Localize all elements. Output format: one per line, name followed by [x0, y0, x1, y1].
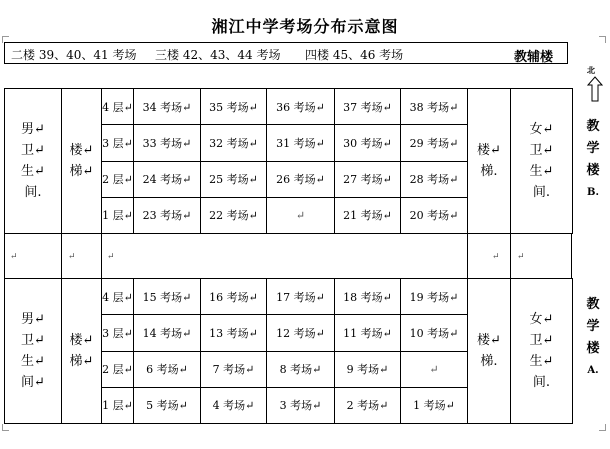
- female-restroom-char: 间.: [532, 375, 551, 390]
- page-title: 湘江中学考场分布示意图: [211, 17, 399, 36]
- female-restroom-char: 卫↵: [529, 143, 554, 158]
- exam-room-cell: 34 考场↵: [134, 89, 201, 125]
- female-restroom-cell: [511, 279, 573, 424]
- stairs-char: 楼↵: [69, 143, 94, 158]
- floor-label: 2 层↵: [102, 351, 134, 387]
- building-a-char: A.: [587, 365, 599, 376]
- exam-room-cell: 37 考场↵: [335, 89, 401, 125]
- female-restroom-char: 女↵: [529, 122, 554, 137]
- building-b-char: 学: [586, 141, 600, 156]
- exam-room-cell: 32 考场↵: [201, 125, 267, 161]
- exam-room-cell: 3 考场↵: [267, 387, 335, 423]
- exam-room-cell: 19 考场↵: [401, 279, 468, 315]
- exam-room-cell: 7 考场↵: [201, 351, 267, 387]
- building-a-char: 学: [586, 319, 600, 334]
- building-a-table: [4, 278, 573, 424]
- exam-room-cell: 5 考场↵: [134, 387, 201, 423]
- stairs-char: 楼↵: [477, 333, 501, 348]
- exam-room-cell: 18 考场↵: [335, 279, 401, 315]
- teaching-aid-building-band: [4, 42, 568, 64]
- right-stairs-cell: [468, 89, 511, 234]
- exam-room-cell: 25 考场↵: [201, 161, 267, 197]
- exam-room-cell: 36 考场↵: [267, 89, 335, 125]
- female-restroom-char: 卫↵: [529, 333, 554, 348]
- female-restroom-char: 生↵: [529, 354, 554, 369]
- exam-room-cell: 38 考场↵: [401, 89, 468, 125]
- male-restroom-char: 卫↵: [21, 333, 45, 348]
- stairs-char: 梯↵: [69, 164, 94, 179]
- stairs-char: 梯.: [480, 354, 498, 369]
- left-stairs-cell: [62, 279, 102, 424]
- male-restroom-char: 男↵: [21, 122, 45, 137]
- page-corner-mark: [599, 36, 606, 43]
- exam-room-cell: 29 考场↵: [401, 125, 468, 161]
- exam-room-cell: 6 考场↵: [134, 351, 201, 387]
- floor3-rooms-label: 三楼 42、43、44 考场: [155, 48, 281, 62]
- exam-room-cell: 2 考场↵: [335, 387, 401, 423]
- exam-room-cell: 30 考场↵: [335, 125, 401, 161]
- stairs-char: 梯↵: [69, 354, 94, 369]
- building-b-label: [580, 116, 606, 204]
- female-restroom-char: 生↵: [529, 164, 554, 179]
- empty-room-cell: ↵: [267, 197, 335, 233]
- floor-label: 4 层↵: [102, 279, 134, 315]
- exam-room-cell: 24 考场↵: [134, 161, 201, 197]
- stairs-char: 楼↵: [477, 143, 501, 158]
- exam-room-cell: 22 考场↵: [201, 197, 267, 233]
- exam-room-cell: 28 考场↵: [401, 161, 468, 197]
- exam-room-cell: 12 考场↵: [267, 315, 335, 351]
- exam-room-cell: 35 考场↵: [201, 89, 267, 125]
- exam-room-cell: 23 考场↵: [134, 197, 201, 233]
- exam-room-cell: 20 考场↵: [401, 197, 468, 233]
- right-stairs-cell: [468, 279, 511, 424]
- male-restroom-char: 生↵: [21, 354, 45, 369]
- paragraph-mark: ↵: [10, 252, 18, 262]
- paragraph-mark: ↵: [68, 252, 76, 262]
- page-corner-mark: [599, 424, 606, 431]
- exam-room-cell: 4 考场↵: [201, 387, 267, 423]
- page-corner-mark: [2, 424, 9, 431]
- stairs-char: 梯.: [480, 164, 498, 179]
- exam-room-cell: 31 考场↵: [267, 125, 335, 161]
- male-restroom-char: 间↵: [21, 375, 45, 390]
- exam-room-cell: 15 考场↵: [134, 279, 201, 315]
- paragraph-mark: ↵: [107, 252, 115, 262]
- exam-room-cell: 16 考场↵: [201, 279, 267, 315]
- building-name-label: 教辅楼: [513, 50, 553, 65]
- floor-label: 3 层↵: [102, 315, 134, 351]
- floor-label: 2 层↵: [102, 161, 134, 197]
- exam-room-cell: 1 考场↵: [401, 387, 468, 423]
- exam-room-cell: 17 考场↵: [267, 279, 335, 315]
- floor2-rooms-label: 二楼 39、40、41 考场: [11, 48, 137, 62]
- north-arrow-icon: [587, 76, 603, 102]
- north-label: 北: [587, 65, 595, 75]
- exam-room-cell: 10 考场↵: [401, 315, 468, 351]
- floor-label: 4 层↵: [102, 89, 134, 125]
- corridor-gap: [4, 234, 572, 278]
- exam-room-cell: 11 考场↵: [335, 315, 401, 351]
- building-b-char: 教: [586, 119, 600, 134]
- building-b-table: [4, 88, 573, 234]
- exam-room-cell: 9 考场↵: [335, 351, 401, 387]
- building-b-char: 楼: [586, 163, 600, 178]
- exam-room-cell: 14 考场↵: [134, 315, 201, 351]
- male-restroom-char: 生↵: [21, 164, 45, 179]
- building-a-char: 楼: [586, 341, 600, 356]
- paragraph-mark: ↵: [517, 252, 525, 262]
- exam-room-cell: 26 考场↵: [267, 161, 335, 197]
- stairs-char: 楼↵: [69, 333, 94, 348]
- exam-room-cell: 8 考场↵: [267, 351, 335, 387]
- female-restroom-char: 间.: [532, 185, 551, 200]
- floor-label: 1 层↵: [102, 197, 134, 233]
- male-restroom-char: 男↵: [21, 312, 45, 327]
- exam-room-cell: 21 考场↵: [335, 197, 401, 233]
- male-restroom-cell: [5, 89, 62, 234]
- building-a-label: [580, 294, 606, 382]
- building-a-char: 教: [586, 297, 600, 312]
- exam-room-cell: 27 考场↵: [335, 161, 401, 197]
- female-restroom-cell: [511, 89, 573, 234]
- paragraph-mark: ↵: [492, 252, 500, 262]
- exam-room-cell: 33 考场↵: [134, 125, 201, 161]
- floor-label: 1 层↵: [102, 387, 134, 423]
- exam-room-cell: 13 考场↵: [201, 315, 267, 351]
- male-restroom-char: 卫↵: [21, 143, 45, 158]
- floor-label: 3 层↵: [102, 125, 134, 161]
- left-stairs-cell: [62, 89, 102, 234]
- male-restroom-char: 间.: [24, 185, 42, 200]
- male-restroom-cell: [5, 279, 62, 424]
- floor4-rooms-label: 四楼 45、46 考场: [305, 48, 404, 62]
- empty-room-cell: ↵: [401, 351, 468, 387]
- female-restroom-char: 女↵: [529, 312, 554, 327]
- building-b-char: B.: [587, 187, 599, 198]
